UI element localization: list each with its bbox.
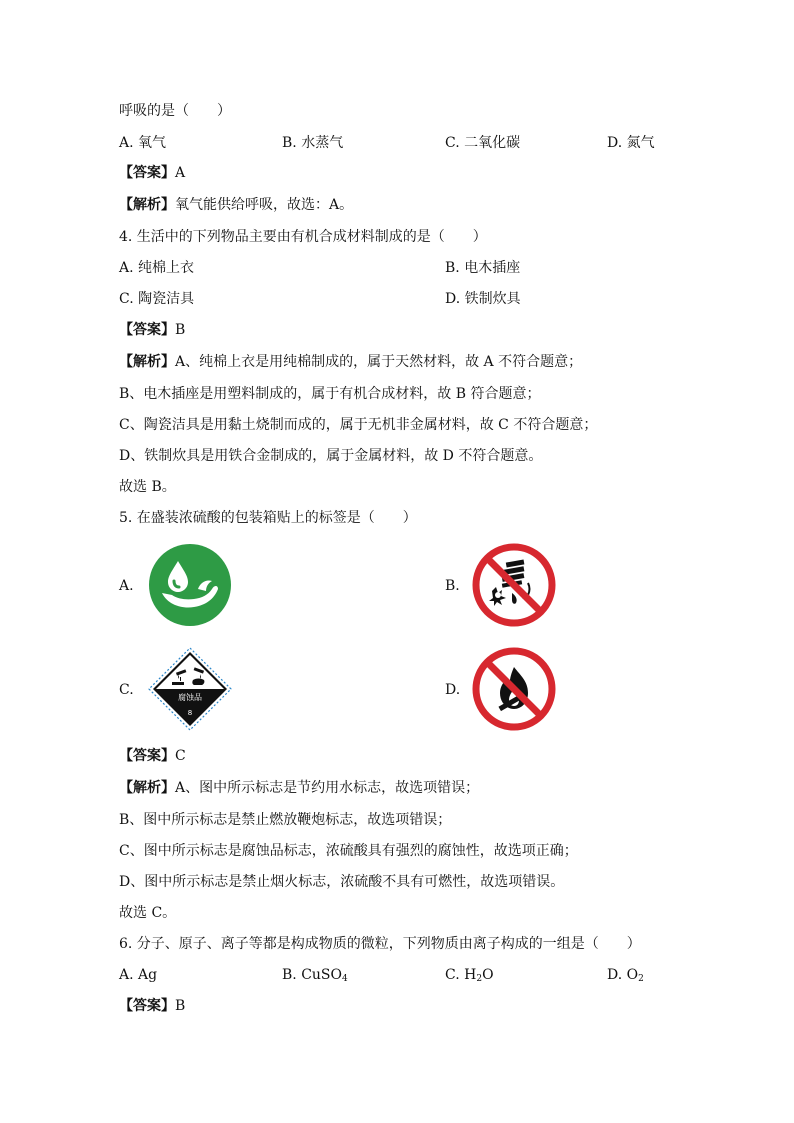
q5-conclusion: 故选 C。	[119, 905, 177, 921]
q4-analysis-line-3: C、陶瓷洁具是用黏土烧制而成的，属于无机非金属材料，故 C 不符合题意；	[119, 417, 598, 433]
corrosive-sign-icon	[148, 647, 232, 731]
no-firecrackers-sign-icon	[472, 543, 556, 627]
q6-option-d: D. $O_2$	[607, 967, 644, 984]
q5-analysis-line-3: C、图中所示标志是腐蚀品标志，浓硫酸具有强烈的腐蚀性，故选项正确；	[119, 843, 578, 859]
q4-option-b: B. 电木插座	[445, 260, 521, 276]
q3-stem-tail: 呼吸的是（ ）	[119, 103, 231, 119]
q5-option-a-letter: A.	[119, 578, 134, 594]
q4-stem: 4. 生活中的下列物品主要由有机合成材料制成的是（ ）	[119, 229, 487, 245]
q6-stem: 6. 分子、原子、离子等都是构成物质的微粒，下列物质由离子构成的一组是（ ）	[119, 936, 641, 952]
q4-option-c: C. 陶瓷洁具	[119, 291, 195, 307]
q4-analysis-line-2: B、电木插座是用塑料制成的，属于有机合成材料，故 B 符合题意；	[119, 386, 541, 402]
q4-answer: 【答案】B	[119, 322, 186, 338]
water-saving-sign-icon	[148, 543, 232, 627]
q5-option-b-letter: B.	[445, 578, 460, 594]
q3-analysis: 【解析】氧气能供给呼吸，故选：A。	[119, 197, 354, 213]
q4-conclusion: 故选 B。	[119, 479, 176, 495]
q3-option-a: A. 氧气	[119, 135, 167, 151]
q5-analysis-line-4: D、图中所示标志是禁止烟火标志，浓硫酸不具有可燃性，故选项错误。	[119, 874, 565, 890]
q6-answer: 【答案】B	[119, 998, 186, 1014]
q3-option-c: C. 二氧化碳	[445, 135, 521, 151]
q3-option-b: B. 水蒸气	[282, 135, 344, 151]
q5-analysis-line-2: B、图中所示标志是禁止燃放鞭炮标志，故选项错误；	[119, 812, 452, 828]
q3-answer: 【答案】A	[119, 165, 186, 181]
q5-option-c-letter: C.	[119, 682, 134, 698]
q4-option-d: D. 铁制炊具	[445, 291, 521, 307]
q6-option-c: C. $H_2O$	[445, 967, 494, 984]
q5-stem: 5. 在盛装浓硫酸的包装箱贴上的标签是（ ）	[119, 510, 417, 526]
corrosive-sign-class-number: 8	[187, 709, 193, 717]
q3-option-d: D. 氮气	[607, 135, 655, 151]
no-fire-sign-icon	[472, 647, 556, 731]
q6-option-b: B. CuSO$_4$	[282, 967, 348, 984]
q4-option-a: A. 纯棉上衣	[119, 260, 195, 276]
corrosive-sign-label: 腐蚀品	[178, 693, 202, 702]
q4-analysis-line-4: D、铁制炊具是用铁合金制成的，属于金属材料，故 D 不符合题意。	[119, 448, 543, 464]
q4-analysis-line-1: 【解析】A、纯棉上衣是用纯棉制成的，属于天然材料，故 A 不符合题意；	[119, 354, 583, 370]
q5-answer: 【答案】C	[119, 748, 186, 764]
q6-option-a: A. Ag	[119, 967, 158, 983]
q5-analysis-line-1: 【解析】A、图中所示标志是节约用水标志，故选项错误；	[119, 780, 480, 796]
q5-option-d-letter: D.	[445, 682, 461, 698]
